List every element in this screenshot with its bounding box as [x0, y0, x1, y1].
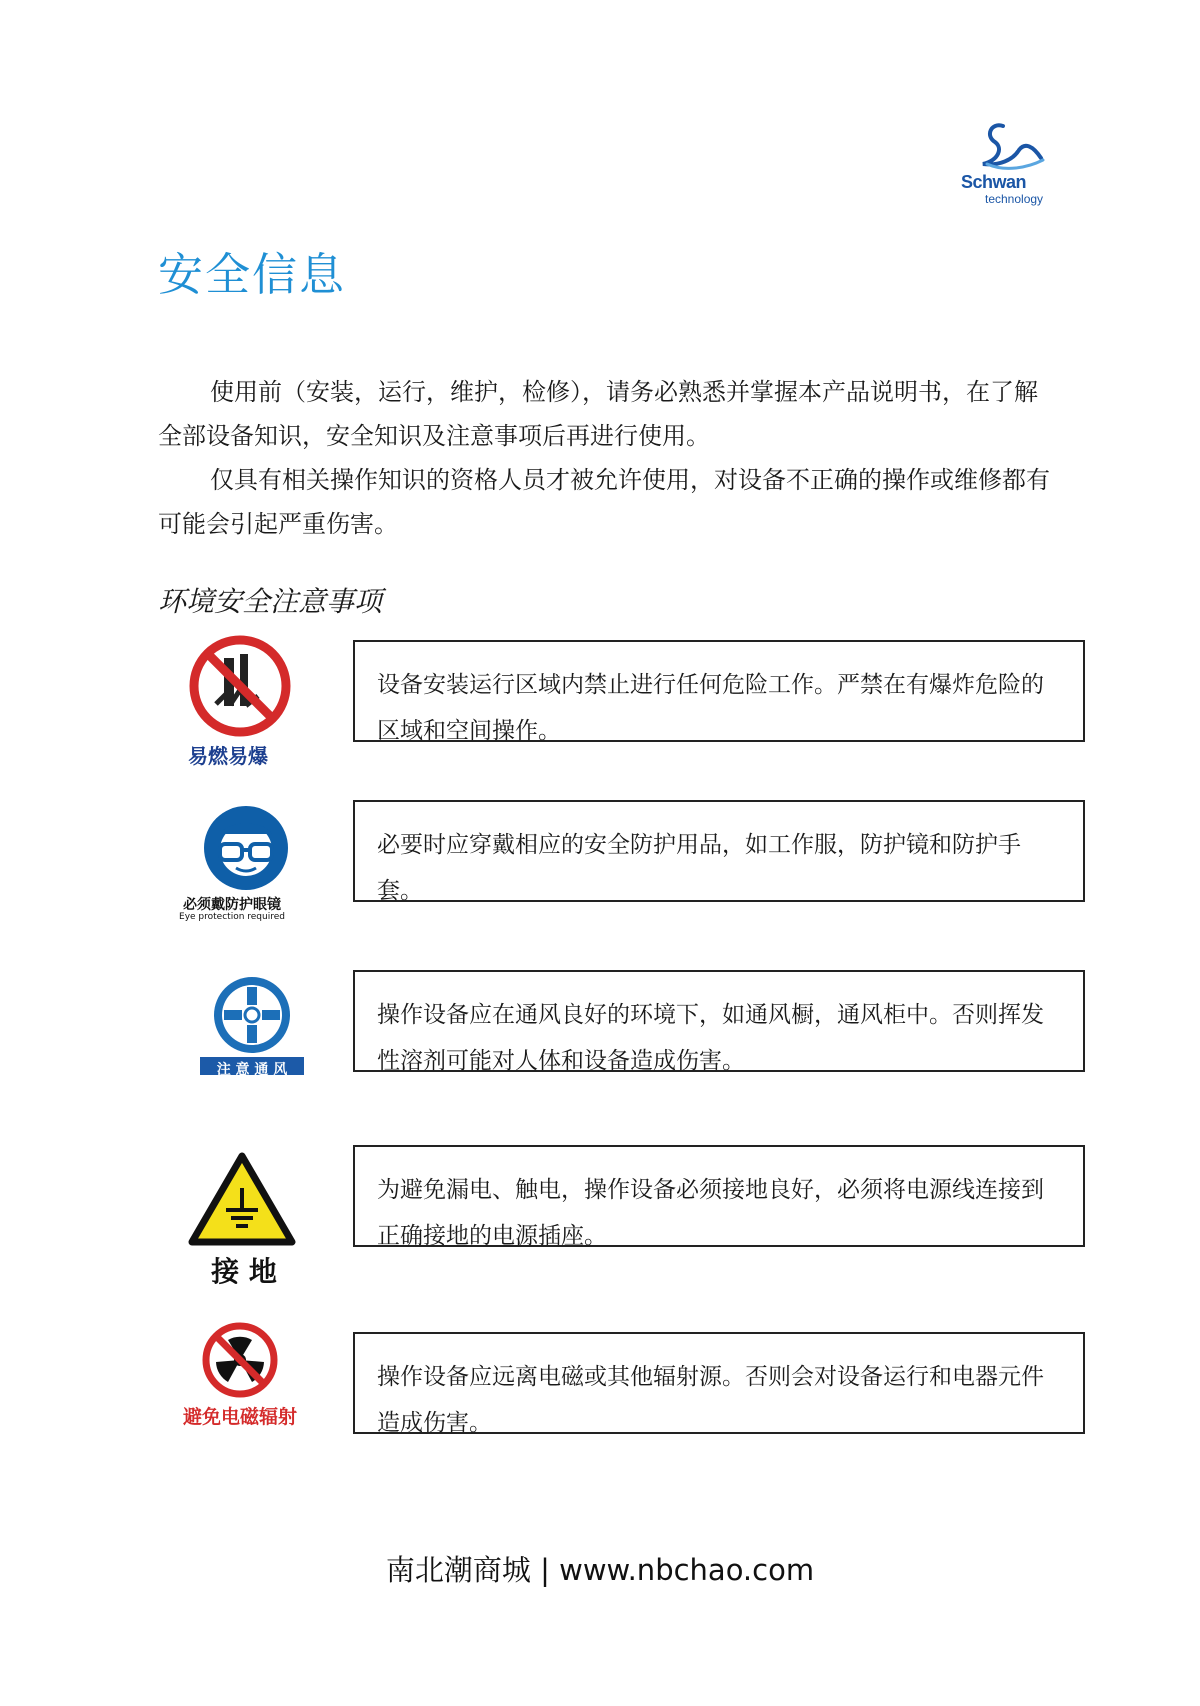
ventilation-fan-icon	[180, 975, 320, 1115]
safety-item	[180, 975, 1100, 1115]
safety-item-text: 设备安装运行区域内禁止进行任何危险工作。严禁在有爆炸危险的区域和空间操作。	[353, 640, 1085, 742]
radiation-prohibition-icon	[180, 1320, 320, 1460]
safety-item-text: 必要时应穿戴相应的安全防护用品，如工作服，防护镜和防护手套。	[353, 800, 1085, 902]
safety-item-text: 为避免漏电、触电，操作设备必须接地良好，必须将电源线连接到正确接地的电源插座。	[353, 1145, 1085, 1247]
swan-logo-icon	[969, 120, 1049, 180]
safety-item	[180, 800, 1100, 940]
sign-caption: 易燃易爆	[188, 744, 268, 768]
brand-name: Schwan	[961, 172, 1027, 192]
sign-caption: 必须戴防护眼镜	[183, 897, 281, 913]
intro-text	[158, 370, 1058, 546]
footer-text: 南北潮商城 | www.nbchao.com	[385, 1553, 815, 1587]
grounding-warning-icon	[180, 1150, 320, 1290]
sign-caption: 接 地	[211, 1255, 277, 1288]
intro-paragraph: 仅具有相关操作知识的资格人员才被允许使用，对设备不正确的操作或维修都有可能会引起严重伤害。	[158, 466, 1050, 538]
sign-caption: 避免电磁辐射	[182, 1406, 297, 1428]
company-logo	[955, 120, 1075, 215]
sign-caption-english: Eye protection required	[179, 912, 285, 922]
eye-protection-icon	[180, 800, 320, 940]
safety-item	[180, 630, 1100, 770]
safety-item-text: 操作设备应远离电磁或其他辐射源。否则会对设备运行和电器元件造成伤害。	[353, 1332, 1085, 1434]
page-title: 安全信息	[158, 248, 347, 301]
safety-item	[180, 1320, 1100, 1460]
safety-item-text: 操作设备应在通风良好的环境下，如通风橱，通风柜中。否则挥发性溶剂可能对人体和设备造成伤害。	[353, 970, 1085, 1072]
brand-tagline: technology	[985, 192, 1044, 206]
intro-paragraph: 使用前（安装，运行，维护，检修），请务必熟悉并掌握本产品说明书，在了解全部设备知识，安全知识及注意事项后再进行使用。	[158, 378, 1038, 450]
flammable-explosive-prohibition-icon	[180, 630, 320, 770]
section-title: 环境安全注意事项	[158, 585, 383, 618]
sign-caption: 注 意 通 风	[216, 1062, 288, 1078]
safety-item	[180, 1150, 1100, 1290]
